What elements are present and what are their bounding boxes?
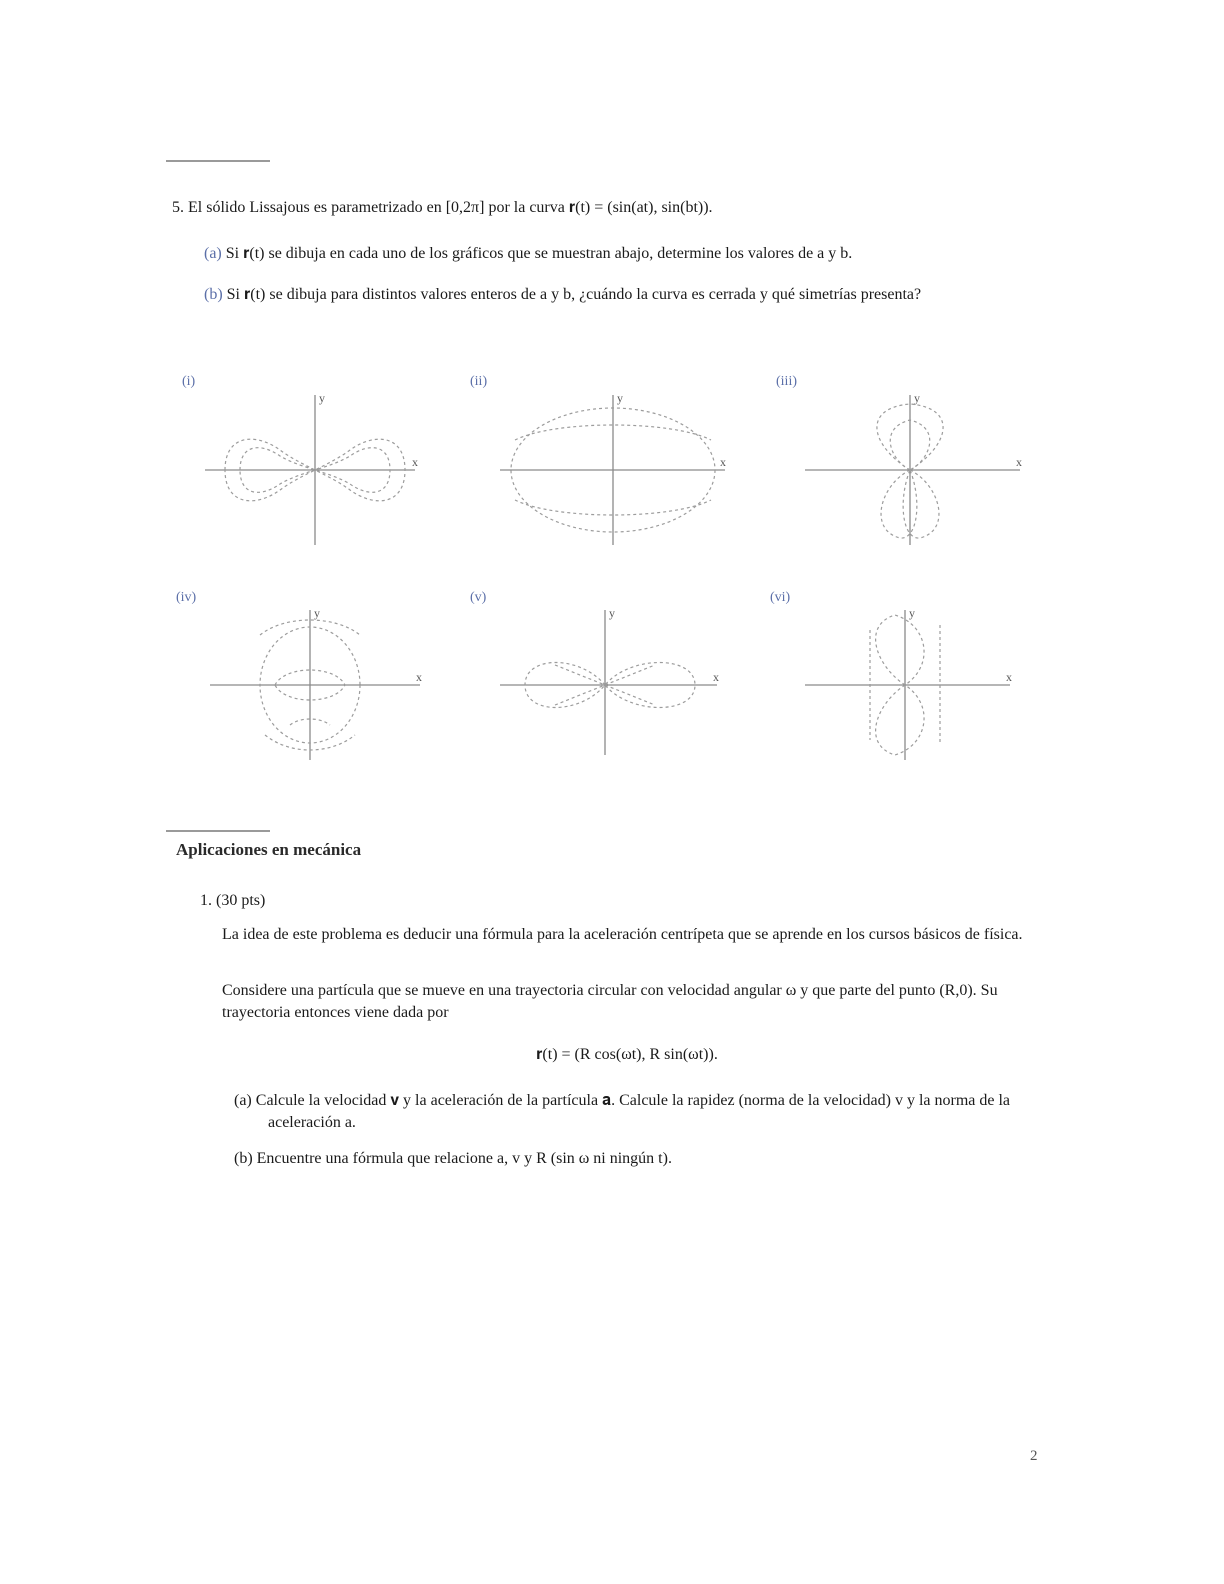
problem-part-b xyxy=(234,1148,1066,1170)
part-label: (a) xyxy=(204,245,222,262)
exercise-part-b xyxy=(204,284,1070,306)
exercise-number: 5. xyxy=(172,199,184,216)
trajectory-formula: 𝐫(t) = (R cos(ωt), R sin(ωt)). xyxy=(536,1046,718,1063)
y-axis-label: y xyxy=(909,606,915,620)
lissajous-plot-vi xyxy=(800,605,1030,765)
part-text: Si 𝐫(t) se dibuja para distintos valores enteros de a y b, ¿cuándo la curva es cerrada y qué simetrías presenta? xyxy=(226,286,922,303)
panel-label-v: (v) xyxy=(470,590,487,605)
part-text: Calcule la velocidad 𝐯 y la aceleración de la partícula 𝐚. Calcule la rapidez (norma de la velocidad) v y la norma de la aceleración a. xyxy=(255,1092,1011,1131)
x-axis-label: x xyxy=(1016,455,1022,469)
problem-heading xyxy=(200,890,265,912)
y-axis-label: y xyxy=(319,391,325,405)
lissajous-plot-i xyxy=(200,390,430,550)
part-label: (a) xyxy=(234,1092,252,1109)
panel-label-iii: (iii) xyxy=(776,374,797,389)
section-rule xyxy=(166,830,270,832)
panel-label-vi: (vi) xyxy=(770,590,791,605)
problem-part-a xyxy=(234,1090,1066,1134)
top-rule xyxy=(166,160,270,162)
panel-label-i: (i) xyxy=(182,374,196,389)
part-label: (b) xyxy=(204,286,223,303)
x-axis-label: x xyxy=(416,670,422,684)
problem-number: 1. xyxy=(200,892,212,909)
panel-label-iv: (iv) xyxy=(176,590,197,605)
y-axis-label: y xyxy=(617,391,623,405)
exercise-part-a xyxy=(204,243,852,265)
page-number: 2 xyxy=(1030,1448,1038,1464)
lissajous-plot-v xyxy=(495,605,725,765)
lissajous-plot-ii xyxy=(495,390,735,550)
exercise-text: El sólido Lissajous es parametrizado en [0,2π] por la curva 𝐫(t) = (sin(at), sin(bt)). xyxy=(188,199,713,216)
y-axis-label: y xyxy=(914,391,920,405)
problem-setup: Considere una partícula que se mueve en una trayectoria circular con velocidad angular ω y que parte del punto (R,0). Su trayectoria entonces viene dada por xyxy=(222,982,998,1021)
x-axis-label: x xyxy=(713,670,719,684)
part-text: Si 𝐫(t) se dibuja en cada uno de los gráficos que se muestran abajo, determine los valores de a y b. xyxy=(225,245,853,262)
y-axis-label: y xyxy=(314,606,320,620)
lissajous-plot-iii xyxy=(800,390,1030,550)
problem-intro: La idea de este problema es deducir una fórmula para la aceleración centrípeta que se aprende en los cursos básicos de física. xyxy=(222,926,1023,943)
lissajous-plot-iv xyxy=(205,605,435,765)
part-label: (b) xyxy=(234,1150,253,1167)
x-axis-label: x xyxy=(720,455,726,469)
x-axis-label: x xyxy=(412,455,418,469)
problem-title: (30 pts) xyxy=(216,892,266,909)
panel-label-ii: (ii) xyxy=(470,374,488,389)
exercise-statement xyxy=(172,197,713,219)
y-axis-label: y xyxy=(609,606,615,620)
section-title: Aplicaciones en mecánica xyxy=(176,840,362,859)
part-text: Encuentre una fórmula que relacione a, v y R (sin ω ni ningún t). xyxy=(256,1150,672,1167)
x-axis-label: x xyxy=(1006,670,1012,684)
